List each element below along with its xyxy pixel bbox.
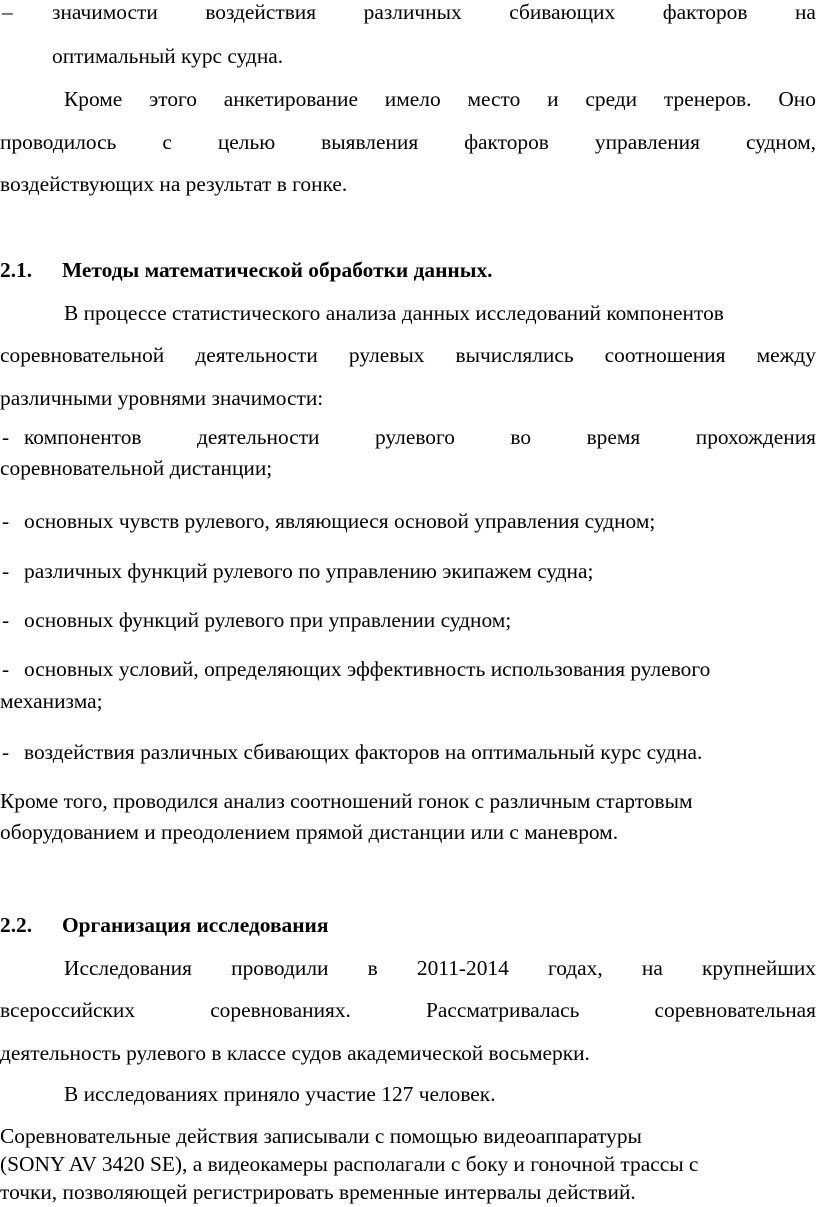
- word: с: [162, 130, 172, 154]
- section-heading-2-1: [0, 258, 816, 283]
- list-dash: -: [2, 559, 10, 583]
- section-number: 2.2.: [0, 913, 33, 937]
- word: целью: [217, 130, 276, 154]
- word: проводили: [231, 956, 329, 980]
- word: этого: [149, 87, 197, 111]
- word: воздействия: [205, 0, 317, 24]
- word: время: [586, 425, 641, 449]
- list-dash: -: [2, 608, 10, 632]
- word: проводилось: [0, 130, 117, 154]
- section-21-line-1: В процессе статистического анализа данных исследований компонентов: [64, 301, 724, 325]
- list-item-text: различных функций рулевого по управлению экипажем судна;: [24, 559, 594, 583]
- list-dash: -: [2, 740, 10, 764]
- word: место: [467, 87, 521, 111]
- word: в: [367, 956, 378, 980]
- word: рулевых: [348, 343, 425, 367]
- list-dash: –: [2, 0, 13, 24]
- section-21-line-2: [0, 343, 816, 368]
- word: крупнейших: [702, 956, 816, 980]
- list-item-text: основных условий, определяющих эффективность использования рулевого: [24, 657, 711, 681]
- section-22-line-3: деятельность рулевого в классе судов академической восьмерки.: [0, 1041, 590, 1065]
- section-title: Методы математической обработки данных.: [62, 258, 493, 282]
- list-dash: -: [2, 425, 10, 449]
- word: деятельности: [197, 425, 320, 449]
- list-item-text: основных чувств рулевого, являющиеся основой управления судном;: [24, 509, 656, 533]
- intro-paragraph-line-3: воздействующих на результат в гонке.: [0, 172, 348, 196]
- list-dash: -: [2, 657, 10, 681]
- word: компонентов: [24, 425, 142, 449]
- section-21-final-line-2: оборудованием и преодолением прямой дистанции или с маневром.: [0, 820, 619, 844]
- word: выявления: [321, 130, 419, 154]
- word: деятельности: [195, 343, 318, 367]
- list-dash: -: [2, 509, 10, 533]
- section-heading-2-2: [0, 913, 816, 938]
- word: значимости: [52, 0, 158, 24]
- word: анкетирование: [223, 87, 358, 111]
- section-22-line-4: В исследованиях приняло участие 127 человек.: [64, 1082, 496, 1106]
- word: на: [794, 0, 816, 24]
- section-22-line-5: Соревновательные действия записывали с помощью видеоаппаратуры: [0, 1124, 642, 1148]
- word: прохождения: [695, 425, 816, 449]
- section-22-line-7: точки, позволяющей регистрировать временные интервалы действий.: [0, 1180, 636, 1204]
- word: Оно: [778, 87, 816, 111]
- word: на: [641, 956, 663, 980]
- section-21-line-3: различными уровнями значимости:: [0, 386, 324, 410]
- word: тренеров.: [663, 87, 752, 111]
- section-title: Организация исследования: [62, 913, 329, 937]
- word: во: [510, 425, 532, 449]
- intro-paragraph-line-2: [0, 130, 816, 155]
- intro-paragraph-line-1: [64, 87, 816, 112]
- word: и: [547, 87, 559, 111]
- word: соревновательная: [654, 998, 816, 1022]
- intro-item-line: [52, 0, 816, 25]
- list-item-text: [24, 425, 816, 450]
- section-22-line-2: [0, 998, 816, 1023]
- list-item-continuation: механизма;: [0, 689, 103, 713]
- word: различных: [363, 0, 462, 24]
- word: между: [756, 343, 816, 367]
- word: сбивающих: [509, 0, 616, 24]
- word: имело: [384, 87, 441, 111]
- word: вычислялись: [455, 343, 574, 367]
- section-number: 2.1.: [0, 258, 33, 282]
- section-22-line-1: [64, 956, 816, 981]
- word: соотношения: [604, 343, 726, 367]
- word: судном,: [745, 130, 816, 154]
- word: Рассматривалась: [426, 998, 580, 1022]
- word: факторов: [464, 130, 549, 154]
- intro-item-continuation: оптимальный курс судна.: [52, 44, 284, 68]
- word: Кроме: [64, 87, 123, 111]
- list-item-continuation: соревновательной дистанции;: [0, 456, 273, 480]
- word: Исследования: [64, 956, 192, 980]
- section-22-line-6: (SONY AV 3420 SE), а видеокамеры располагали с боку и гоночной трассы с: [0, 1152, 699, 1176]
- word: всероссийских: [0, 998, 136, 1022]
- section-21-final-line-1: Кроме того, проводился анализ соотношений гонок с различным стартовым: [0, 789, 693, 813]
- list-item-text: основных функций рулевого при управлении судном;: [24, 608, 512, 632]
- word: среди: [585, 87, 638, 111]
- word: управления: [594, 130, 700, 154]
- list-item-text: воздействия различных сбивающих факторов на оптимальный курс судна.: [24, 740, 703, 764]
- word: соревнованиях.: [210, 998, 351, 1022]
- word: факторов: [662, 0, 748, 24]
- word: годах,: [547, 956, 603, 980]
- word: рулевого: [375, 425, 455, 449]
- word: 2011-2014: [416, 956, 509, 980]
- word: соревновательной: [0, 343, 165, 367]
